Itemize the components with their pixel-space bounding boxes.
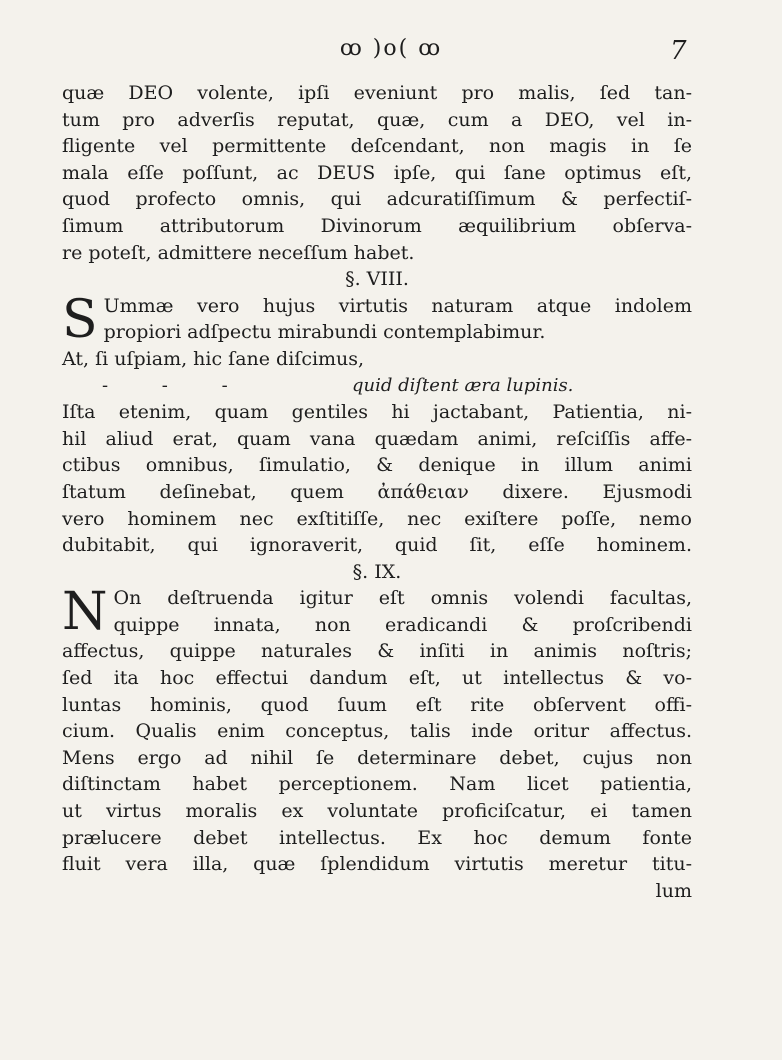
dropcap: S <box>62 289 98 350</box>
text-line: At, ſi uſpiam, hic ſane diſcimus, <box>62 347 365 370</box>
catchword: lum <box>655 879 692 902</box>
dropcap: N <box>62 582 108 643</box>
text-line: propiori adſpectu mirabundi contemplabimur. <box>103 321 546 344</box>
text-line: ſed ita hoc effectui dandum eſt, ut intellectus & vo- <box>62 667 692 690</box>
text-line: Mens ergo ad nihil ſe determinare debet, cujus non <box>62 746 692 769</box>
text-line: ſimum attributorum Divinorum æquilibrium obſerva- <box>62 214 692 237</box>
text-line: prælucere debet intellectus. Ex hoc demum fonte <box>62 826 692 849</box>
section-heading-8: §. VIII. <box>345 268 409 291</box>
text-line: diſtinctam habet perceptionem. Nam licet patientia, <box>62 773 692 796</box>
text-line: quod profecto omnis, qui adcuratiſſimum & perfectiſ- <box>62 188 692 211</box>
text-line: ſtatum deſinebat, quem ἀπάθειαν dixere. Ejusmodi <box>62 480 692 503</box>
text-line: ut virtus moralis ex voluntate proficiſcatur, ei tamen <box>62 800 692 823</box>
text-line: re poteſt, admittere neceſſum habet. <box>62 241 415 264</box>
section-9-paragraph <box>62 582 692 904</box>
text-line: affectus, quippe naturales & inſiti in animis noſtris; <box>62 640 692 663</box>
body-text <box>62 80 692 904</box>
text-line: ctibus omnibus, ſimulatio, & denique in illum animi <box>62 454 692 477</box>
verse-text: quid diſtent æra lupinis. <box>352 374 574 396</box>
text-line: dubitabit, qui ignoraverit, quid ſit, eſſe hominem. <box>62 534 692 557</box>
text-line: mala eſſe poſſunt, ac DEUS ipſe, qui ſane optimus eſt, <box>62 161 692 184</box>
text-line: On deſtruenda igitur eſt omnis volendi facultas, <box>113 587 692 610</box>
section-heading-9: §. IX. <box>352 560 402 583</box>
text-line: vero hominem nec exſtitiſſe, nec exiſtere poſſe, nemo <box>62 507 692 530</box>
text-line: fluit vera illa, quæ ſplendidum virtutis meretur titu- <box>62 853 692 876</box>
verse-dashes: - - - <box>102 374 252 396</box>
text-line: cium. Qualis enim conceptus, talis inde oritur affectus. <box>62 720 692 743</box>
section-8-paragraph <box>62 289 692 559</box>
text-line: quippe innata, non eradicandi & proſcribendi <box>113 613 692 636</box>
text-line: tum pro adverſis reputat, quæ, cum a DEO, vel in- <box>62 108 692 131</box>
text-line: fligente vel permittente deſcendant, non magis in ſe <box>62 135 692 158</box>
text-line: hil aliud erat, quam vana quædam animi, reſciſſis affe- <box>62 427 692 450</box>
paragraph-continuation <box>62 80 692 266</box>
text-line: quæ DEO volente, ipſi eveniunt pro malis, ſed tan- <box>62 82 692 104</box>
verse-quotation <box>62 373 692 400</box>
running-head: ꝏ )o( ꝏ <box>339 36 443 61</box>
text-line: Ummæ vero hujus virtutis naturam atque indolem <box>103 294 692 317</box>
page-number: 7 <box>670 36 687 66</box>
text-line: Iſta etenim, quam gentiles hi jactabant, Patientia, ni- <box>62 401 692 424</box>
text-line: luntas hominis, quod ſuum eſt rite obſervent offi- <box>62 693 692 716</box>
